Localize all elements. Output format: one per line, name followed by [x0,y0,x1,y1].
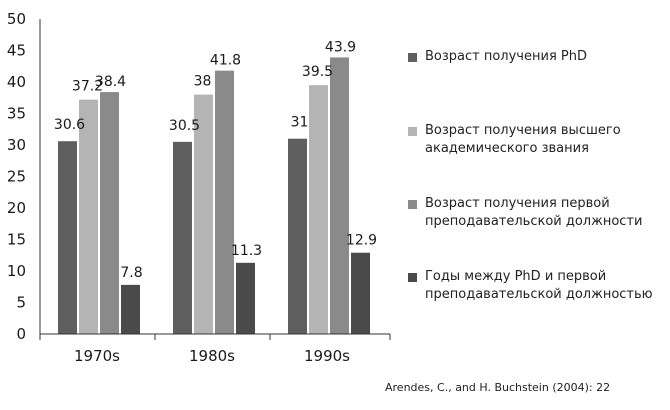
y-tick-label: 45 [6,41,26,60]
data-label: 30.6 [53,117,86,134]
y-tick-label: 0 [16,325,26,343]
y-tick-label: 25 [6,167,26,186]
legend-label: Возраст получения PhD [425,49,587,64]
legend-item-phd-age [408,48,587,66]
bar [215,71,234,334]
data-label: 41.8 [209,52,242,69]
data-label: 31 [290,114,309,131]
data-label: 43.9 [324,39,357,56]
legend-item-highest-rank-age [408,122,621,158]
bar [309,85,328,334]
data-label: 37.2 [71,78,104,95]
bar [79,100,98,334]
bars-group [58,57,370,334]
data-label: 11.3 [230,242,263,259]
y-tick-label: 15 [6,230,26,249]
bar [58,141,77,334]
y-tick-label: 50 [6,10,26,28]
bar [330,57,349,334]
y-tick-label: 5 [16,293,26,312]
y-tick-label: 20 [6,199,26,217]
legend-swatch [408,127,417,136]
data-label: 38 [193,73,212,90]
data-label: 30.5 [168,117,201,134]
bar [236,263,255,334]
y-tick-label: 10 [6,262,26,280]
y-tick-label: 35 [6,104,26,123]
legend-swatch [408,273,417,282]
data-label: 38.4 [94,74,127,91]
data-label: 7.8 [120,264,143,281]
legend-item-years-between [408,268,653,304]
y-tick-label: 30 [6,136,26,154]
x-tick-label: 1980s [189,347,235,365]
legend-label: Годы между PhD и первой преподавательской должностью [425,269,653,302]
data-label: 12.9 [345,232,378,249]
legend-swatch [408,53,417,62]
bar [351,253,370,334]
x-axis [40,334,390,365]
bar [100,92,119,334]
bar [121,285,140,334]
legend-item-first-teaching-post-age [408,195,642,231]
x-tick-label: 1970s [74,347,120,365]
legend-label: Возраст получения первой преподавательской должности [425,196,643,229]
source-citation: Arendes, C., and H. Buchstein (2004): 22 [385,381,611,394]
data-label: 39.5 [301,64,334,81]
y-axis [7,10,40,343]
legend-label: Возраст получения высшего академического звания [425,123,621,156]
bar [288,139,307,334]
bar [173,142,192,334]
x-tick-label: 1990s [304,347,350,365]
y-tick-label: 40 [6,73,26,91]
legend-swatch [408,200,417,209]
